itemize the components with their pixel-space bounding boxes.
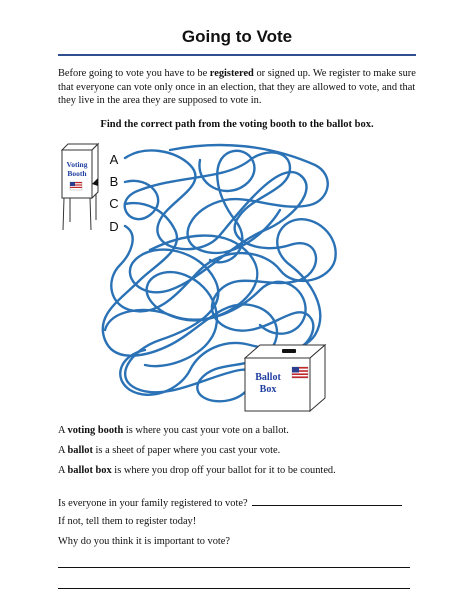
definition-text: is where you cast your vote on a ballot.	[123, 425, 289, 436]
maze-path-tangle-2	[145, 236, 257, 367]
definition-prefix: A	[58, 465, 68, 476]
definition-prefix: A	[58, 425, 68, 436]
definition-text: is where you drop off your ballot for it to be counted.	[111, 465, 336, 476]
ballot-label-line2: Box	[259, 384, 277, 395]
voting-booth-icon	[62, 144, 98, 230]
question-registered	[58, 496, 438, 509]
booth-label-line1: Voting	[66, 160, 88, 169]
definition-text: is a sheet of paper where you cast your vote.	[92, 445, 281, 456]
answer-line-1[interactable]	[58, 567, 410, 568]
answer-blank[interactable]	[252, 496, 402, 506]
definition-voting-booth	[58, 425, 438, 436]
definition-ballot	[58, 445, 438, 456]
definition-prefix: A	[58, 445, 68, 456]
definition-ballot-box	[58, 465, 438, 476]
question-why-vote: Why do you think it is important to vote?	[58, 536, 231, 547]
ballot-box-icon	[245, 345, 325, 411]
booth-flag-icon	[70, 182, 82, 190]
ballot-label-line1: Ballot	[255, 372, 281, 383]
definition-term: ballot	[67, 445, 93, 456]
ballot-flag-icon	[292, 367, 308, 378]
page-title: Going to Vote	[181, 27, 293, 46]
question-register-today: If not, tell them to register today!	[58, 516, 197, 527]
path-letter-d: D	[109, 219, 119, 234]
path-letter-c: C	[109, 196, 119, 211]
definition-term: ballot box	[67, 465, 112, 476]
path-letter-a: A	[109, 152, 119, 167]
path-letter-b: B	[109, 174, 119, 189]
intro-text-start: Before going to vote you have to be	[58, 68, 210, 79]
maze-illustration	[50, 140, 340, 415]
intro-paragraph	[58, 67, 418, 108]
question-text: Is everyone in your family registered to vote?	[58, 498, 248, 509]
title-underline	[58, 54, 416, 56]
booth-label-line2: Booth	[67, 169, 87, 178]
intro-text-end: or signed up. We register to make sure that everyone can vote only once in an election, that they are allowed to vote, and that they live in the area they are supposed to vote in.	[58, 68, 416, 106]
maze-instruction: Find the correct path from the voting booth to the ballot box.	[100, 119, 374, 130]
answer-line-2[interactable]	[58, 588, 410, 589]
definition-term: voting booth	[67, 425, 124, 436]
intro-bold-word: registered	[209, 68, 254, 79]
